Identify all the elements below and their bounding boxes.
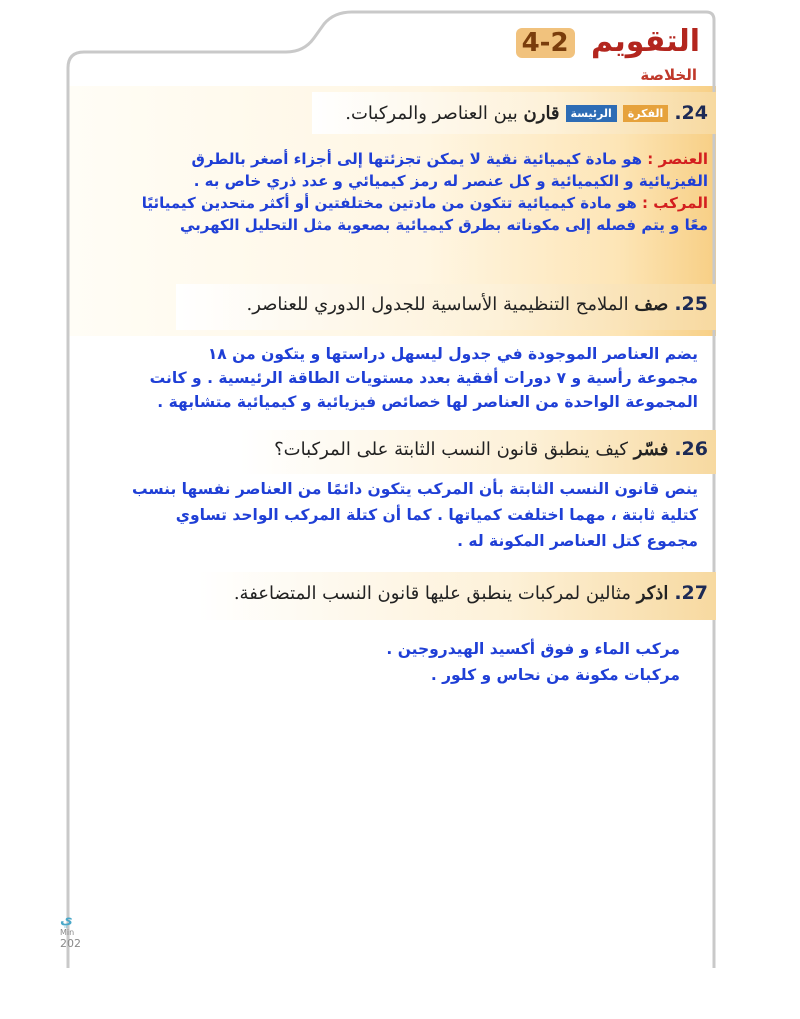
question-body: مثالين لمركبات ينطبق عليها قانون النسب المتضاعفة. (233, 582, 632, 604)
logo-line: Min (60, 928, 75, 937)
answer-24 (128, 148, 708, 236)
answer-25 (98, 342, 698, 414)
question-body: الملامح التنظيمية الأساسية للجدول الدوري للعناصر. (246, 293, 629, 315)
answer-26 (58, 476, 698, 554)
question-verb: اذكر (636, 582, 669, 604)
lesson-title-text: التقويم (591, 24, 700, 59)
compound-term: المركب : (642, 194, 708, 212)
question-body: كيف ينطبق قانون النسب الثابتة على المركبات؟ (274, 438, 628, 460)
summary-label: الخلاصة (640, 66, 697, 84)
question-text (234, 583, 669, 604)
question-number: 24. (674, 102, 708, 124)
answer-line: الفيزيائية و الكيميائية و كل عنصر له رمز كيميائي و عدد ذري خاص به . (193, 172, 708, 190)
question-verb: قارن (523, 102, 560, 124)
answer-27 (260, 636, 680, 688)
publisher-logo (60, 912, 84, 950)
question-number: 25. (674, 293, 708, 315)
lesson-title (516, 24, 700, 59)
question-25 (246, 293, 708, 315)
answer-line: كتلية ثابتة ، مهما اختلفت كمياتها . كما أن كتلة المركب الواحد تساوي (175, 506, 698, 524)
answer-line: معًا و يتم فصله إلى مكوناته بطرق كيميائية بصعوبة مثل التحليل الكهربي (179, 216, 708, 234)
question-27 (234, 582, 708, 604)
question-text (345, 103, 559, 124)
question-24 (345, 102, 708, 124)
logo-mark: ي (60, 912, 73, 928)
answer-line: يضم العناصر الموجودة في جدول ليسهل دراستها و يتكون من ١٨ (207, 345, 698, 363)
answer-line: مركبات مكونة من نحاس و كلور . (430, 666, 680, 684)
answer-line: مجموع كتل العناصر المكونة له . (457, 532, 698, 550)
question-verb: صف (634, 293, 669, 315)
question-verb: فسّر (633, 438, 669, 460)
question-number: 27. (674, 582, 708, 604)
answer-line: مركب الماء و فوق أكسيد الهيدروجين . (386, 640, 680, 658)
question-text (246, 294, 668, 315)
answer-text: هو مادة كيميائية تتكون من مادتين مختلفتين أو أكثر متحدين كيميائيًا (141, 194, 643, 212)
question-number: 26. (674, 438, 708, 460)
question-26 (274, 438, 708, 460)
answer-line (128, 148, 708, 170)
question-body: بين العناصر والمركبات. (345, 102, 518, 124)
answer-line (128, 192, 708, 214)
main-idea-tag: الفكرة (623, 105, 669, 122)
main-tag: الرئيسة (566, 105, 617, 122)
element-term: العنصر : (647, 150, 708, 168)
question-text (274, 439, 668, 460)
answer-line: ينص قانون النسب الثابتة بأن المركب يتكون دائمًا من العناصر نفسها بنسب (131, 480, 698, 498)
logo-year: 202 (60, 937, 81, 950)
answer-text: هو مادة كيميائية نقية لا يمكن تجزئتها إلى أجزاء أصغر بالطرق (191, 150, 648, 168)
answer-line: مجموعة رأسية و ٧ دورات أفقية بعدد مستويات الطاقة الرئيسية . و كانت (149, 369, 698, 387)
lesson-number: 4-2 (516, 28, 575, 58)
answer-line: المجموعة الواحدة من العناصر لها خصائص فيزيائية و كيميائية متشابهة . (157, 393, 698, 411)
